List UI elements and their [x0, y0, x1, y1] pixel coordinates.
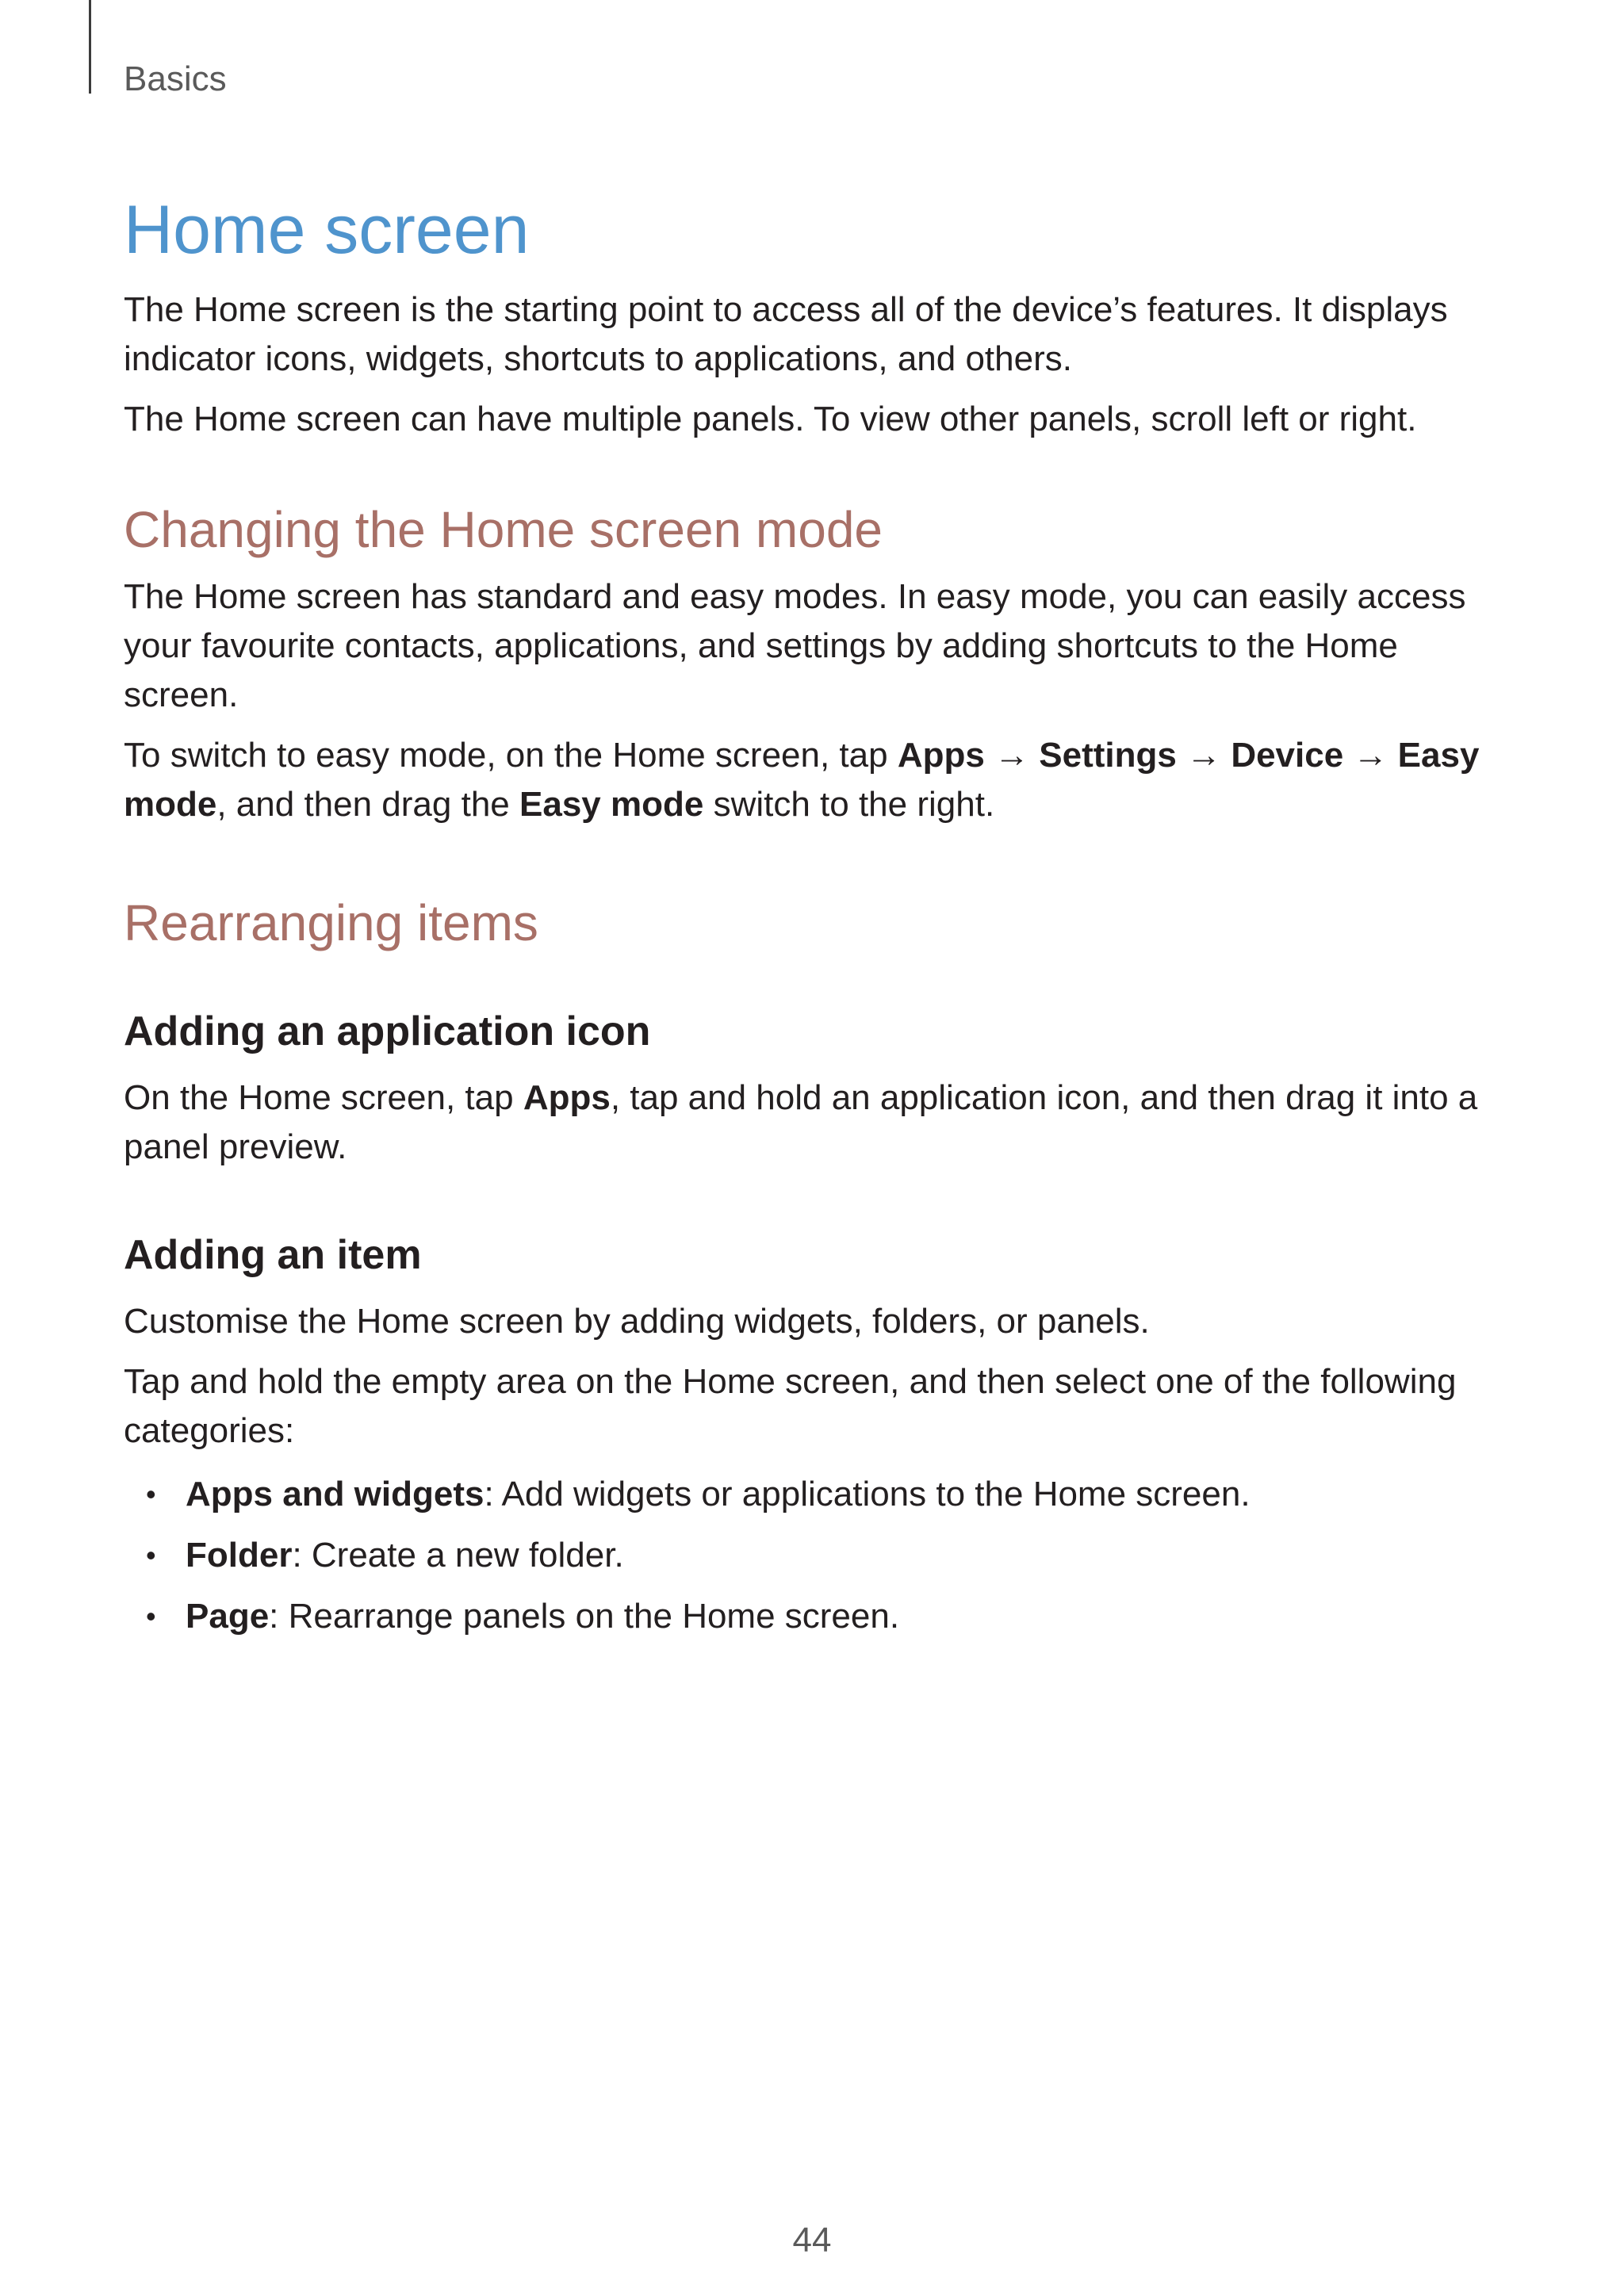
mode-paragraph-1: The Home screen has standard and easy modes. In easy mode, you can easily access your favourite contacts, applications, and settings by adding shortcuts to the Home screen.: [124, 577, 1466, 714]
bullet-term: Page: [186, 1597, 270, 1636]
list-item: [124, 1592, 1503, 1641]
heading-adding-app-icon: Adding an application icon: [124, 1008, 651, 1054]
bullet-icon: •: [146, 1600, 156, 1632]
mode-paragraph-2: [124, 731, 1503, 829]
section-label: Basics: [124, 59, 227, 98]
bold-device: Device: [1231, 736, 1344, 775]
text-run: switch to the right.: [703, 785, 995, 824]
text-run: To switch to easy mode, on the Home screen, tap: [124, 736, 898, 775]
text-run: On the Home screen, tap: [124, 1078, 523, 1117]
heading-adding-item: Adding an item: [124, 1232, 422, 1278]
bold-apps: Apps: [897, 736, 985, 775]
app-icon-paragraph: [124, 1073, 1503, 1172]
page-content: [124, 190, 1503, 1653]
list-item: [124, 1470, 1503, 1519]
bullet-term: Folder: [186, 1536, 293, 1575]
intro-paragraph-2: The Home screen can have multiple panels. To view other panels, scroll left or right.: [124, 400, 1417, 438]
arrow-text: →: [1343, 736, 1398, 775]
item-paragraph-1: Customise the Home screen by adding widgets, folders, or panels.: [124, 1302, 1150, 1341]
bold-easy-mode-switch: Easy mode: [519, 785, 704, 824]
bold-easy-mode: Easy mode: [124, 736, 1480, 824]
text-run: , and then drag the: [216, 785, 519, 824]
item-paragraph-2: Tap and hold the empty area on the Home screen, and then select one of the following categories:: [124, 1362, 1457, 1450]
bullet-description: : Rearrange panels on the Home screen.: [269, 1597, 900, 1636]
intro-paragraph-1: The Home screen is the starting point to access all of the device’s features. It displays indicator icons, widgets, shortcuts to applications, and others.: [124, 290, 1448, 378]
bullet-term: Apps and widgets: [186, 1475, 485, 1513]
bullet-icon: •: [146, 1539, 156, 1571]
text-run: , tap and hold an application icon, and then drag it into a panel preview.: [124, 1078, 1478, 1166]
bullet-description: : Add widgets or applications to the Home screen.: [484, 1475, 1251, 1513]
header-rule: [89, 0, 91, 94]
page-number: 44: [792, 2221, 832, 2260]
bold-apps: Apps: [523, 1078, 611, 1117]
arrow-text: →: [984, 736, 1040, 775]
heading-changing-mode: Changing the Home screen mode: [124, 501, 883, 558]
category-list: [124, 1470, 1503, 1641]
bullet-icon: •: [146, 1478, 156, 1510]
bullet-description: : Create a new folder.: [292, 1536, 624, 1575]
arrow-text: →: [1176, 736, 1231, 775]
bold-settings: Settings: [1039, 736, 1177, 775]
heading-rearranging-items: Rearranging items: [124, 894, 538, 951]
list-item: [124, 1531, 1503, 1580]
page-title: Home screen: [124, 192, 530, 268]
